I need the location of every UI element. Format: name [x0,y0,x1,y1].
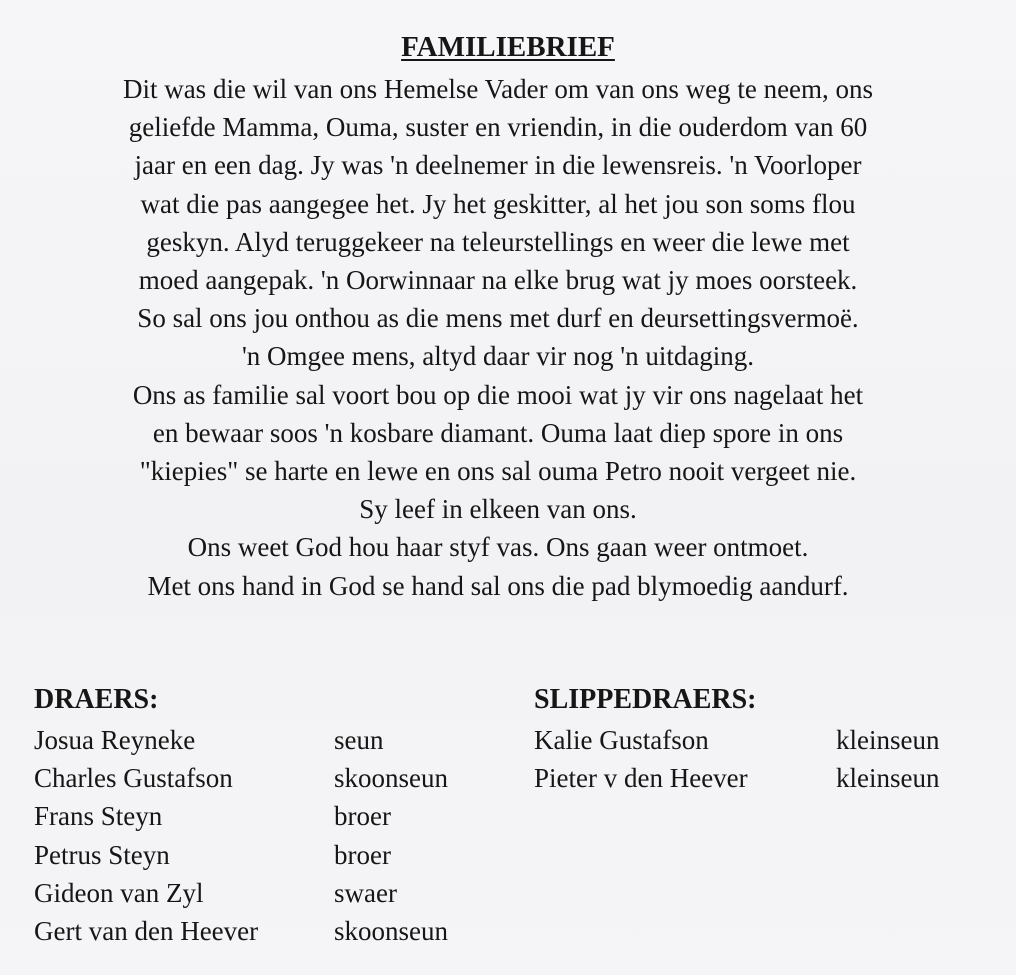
bearer-row [34,836,494,874]
bearer-name: Gert van den Heever [34,915,259,946]
letter-line: en bewaar soos 'n kosbare diamant. Ouma laat diep spore in ons [152,417,844,448]
letter-line: moed aangepak. 'n Oorwinnaar na elke brug wat jy moes oorsteek. [138,265,858,296]
pallbearer-row [534,721,994,759]
pallbearers-heading: SLIPPEDRAERS: [534,684,757,715]
bearer-relation: broer [334,839,391,870]
pallbearer-name: Kalie Gustafson [534,725,709,755]
bearer-row [34,874,494,912]
letter-line: Ons as familie sal voort bou op die mooi wat jy vir ons nagelaat het [132,379,864,410]
bearer-row [34,721,494,759]
pallbearer-row [534,759,994,797]
letter-line: Ons weet God hou haar styf vas. Ons gaan weer ontmoet. [187,532,809,563]
pallbearers-list [534,721,994,797]
pallbearer-name: Pieter v den Heever [534,763,748,794]
bearer-row [34,912,494,950]
bearers-list [34,721,494,950]
bearer-relation: swaer [334,877,397,908]
letter-line: 'n Omgee mens, altyd daar vir nog 'n uitdaging. [241,341,755,372]
letter-line: So sal ons jou onthou as die mens met durf en deursettingsvermoë. [137,303,859,334]
bearer-row [34,797,494,835]
pallbearer-relation: kleinseun [836,763,940,794]
bearer-relation: seun [334,725,384,755]
bearer-name: Petrus Steyn [34,839,170,870]
bearer-name: Josua Reyneke [34,725,196,755]
letter-line: geskyn. Alyd teruggekeer na teleurstellings en weer die lewe met [146,226,850,257]
document-title: FAMILIEBRIEF [401,31,615,63]
family-letter [10,70,986,605]
letter-line: Met ons hand in God se hand sal ons die pad blymoedig aandurf. [147,570,849,601]
bearer-name: Frans Steyn [34,801,163,832]
bearers-heading: DRAERS: [34,684,159,715]
bearer-relation: skoonseun [334,915,448,946]
bearer-relation: broer [334,801,391,832]
letter-line: wat die pas aangegee het. Jy het geskitter, al het jou son soms flou [140,188,856,219]
letter-line: Dit was die wil van ons Hemelse Vader om van ons weg te neem, ons [122,74,874,104]
letter-line: Sy leef in elkeen van ons. [359,494,637,525]
letter-line: jaar en een dag. Jy was 'n deelnemer in die lewensreis. 'n Voorloper [134,150,862,181]
letter-line: geliefde Mamma, Ouma, suster en vriendin, in die ouderdom van 60 [128,112,868,143]
letter-line: "kiepies" se harte en lewe en ons sal ouma Petro nooit vergeet nie. [139,456,857,487]
pallbearer-relation: kleinseun [836,725,940,755]
bearer-relation: skoonseun [334,763,448,794]
bearer-name: Gideon van Zyl [34,877,204,908]
bearer-name: Charles Gustafson [34,763,233,794]
bearer-row [34,759,494,797]
